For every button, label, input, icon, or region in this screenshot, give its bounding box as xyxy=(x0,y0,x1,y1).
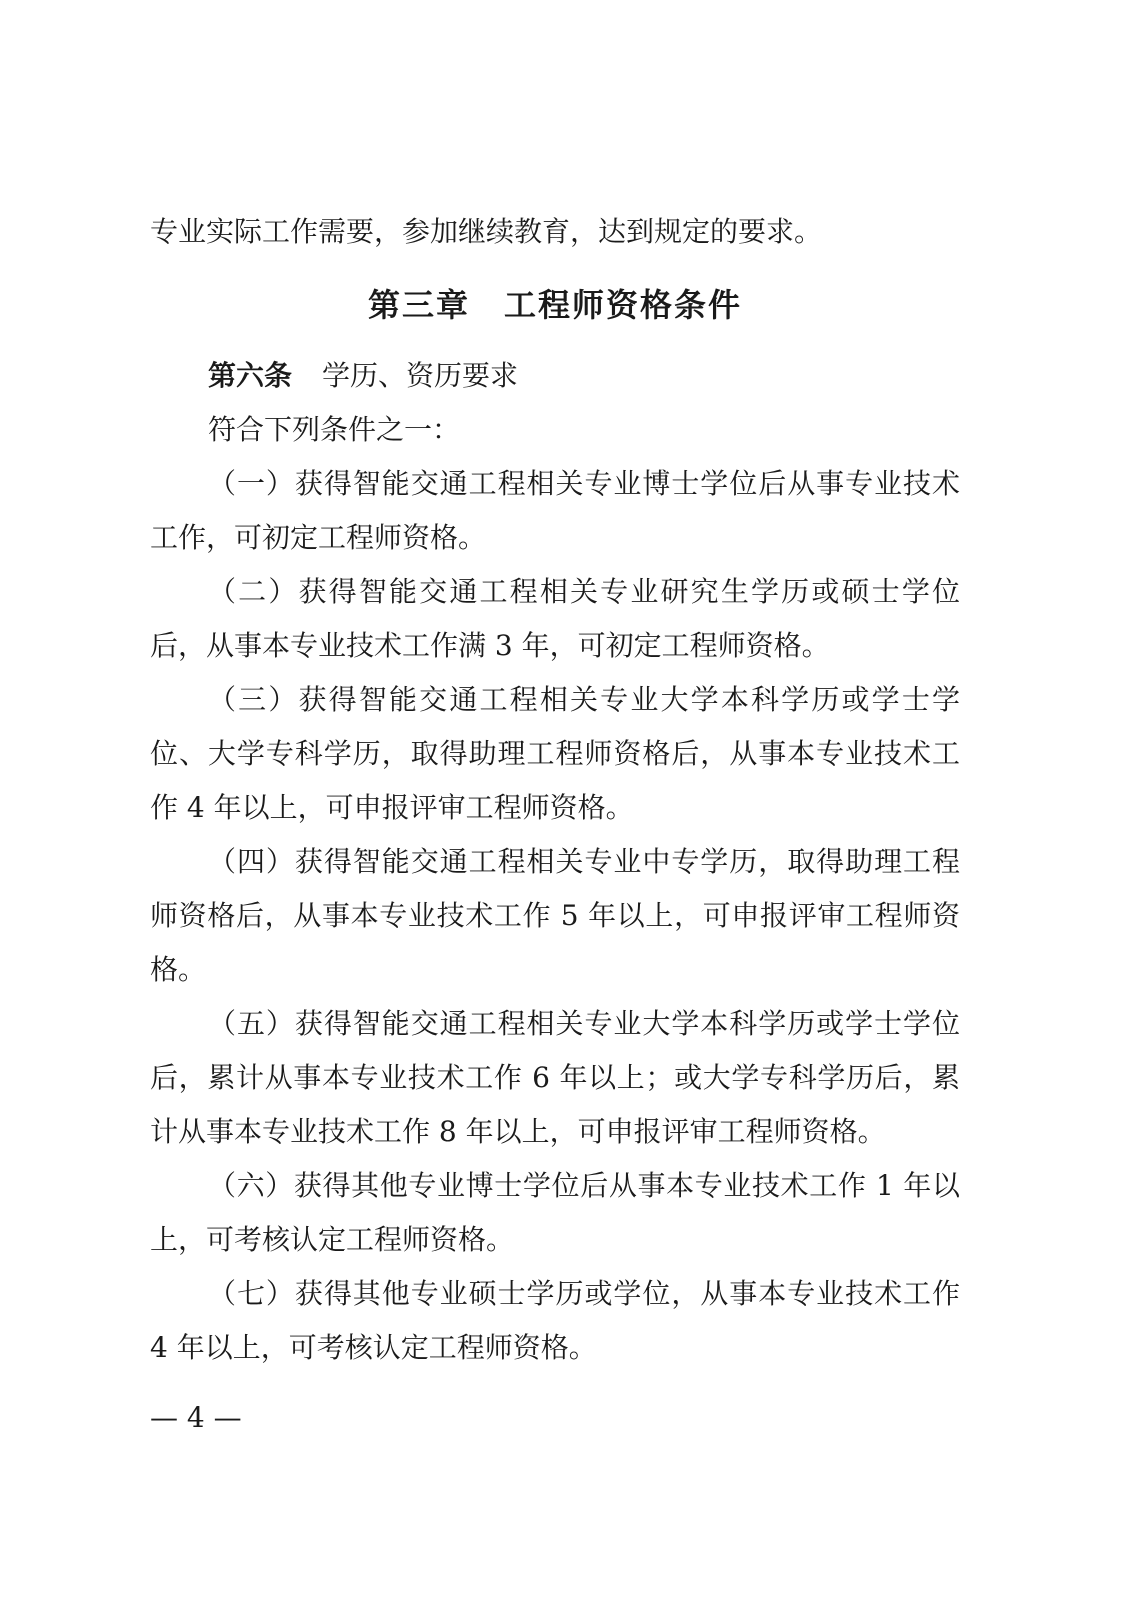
chapter-heading xyxy=(150,265,960,345)
article-intro: 符合下列条件之一： xyxy=(208,413,461,446)
item-line: （二）获得智能交通工程相关专业研究生学历或硕士学位 xyxy=(208,575,960,608)
item-line: 位、大学专科学历，取得助理工程师资格后，从事本专业技术工 xyxy=(150,737,960,770)
item-line: 4 年以上，可考核认定工程师资格。 xyxy=(150,1331,597,1364)
item-line: 后，从事本专业技术工作满 3 年，可初定工程师资格。 xyxy=(150,629,830,662)
continuation-text: 专业实际工作需要，参加继续教育，达到规定的要求。 xyxy=(150,215,823,248)
page-content xyxy=(150,205,960,1375)
item-line: （一）获得智能交通工程相关专业博士学位后从事专业技术 xyxy=(208,467,960,500)
item-line: 作 4 年以上，可申报评审工程师资格。 xyxy=(150,791,634,824)
chapter-number: 第三章 xyxy=(367,286,470,324)
item-line: 计从事本专业技术工作 8 年以上，可申报评审工程师资格。 xyxy=(150,1115,886,1148)
item-line: （六）获得其他专业博士学位后从事本专业技术工作 1 年以 xyxy=(208,1169,960,1202)
item-line: 师资格后，从事本专业技术工作 5 年以上，可申报评审工程师资 xyxy=(150,899,960,932)
item-line: 上，可考核认定工程师资格。 xyxy=(150,1223,515,1256)
item-line: 工作，可初定工程师资格。 xyxy=(150,521,487,554)
item-line: 格。 xyxy=(150,953,207,986)
article-heading xyxy=(150,349,960,403)
page-number: — 4 — xyxy=(150,1401,242,1434)
article-number: 第六条 xyxy=(208,359,293,392)
list-item xyxy=(150,997,960,1159)
article-title: 学历、资历要求 xyxy=(322,359,519,392)
list-item xyxy=(150,1267,960,1375)
list-item xyxy=(150,673,960,835)
list-item xyxy=(150,457,960,565)
list-item xyxy=(150,565,960,673)
item-line: （三）获得智能交通工程相关专业大学本科学历或学士学 xyxy=(208,683,960,716)
list-item xyxy=(150,1159,960,1267)
item-line: （七）获得其他专业硕士学历或学位，从事本专业技术工作 xyxy=(208,1277,960,1310)
list-item xyxy=(150,835,960,997)
chapter-title: 工程师资格条件 xyxy=(504,286,743,324)
item-line: 后，累计从事本专业技术工作 6 年以上；或大学专科学历后，累 xyxy=(150,1061,960,1094)
item-line: （四）获得智能交通工程相关专业中专学历，取得助理工程 xyxy=(208,845,960,878)
item-line: （五）获得智能交通工程相关专业大学本科学历或学士学位 xyxy=(208,1007,960,1040)
